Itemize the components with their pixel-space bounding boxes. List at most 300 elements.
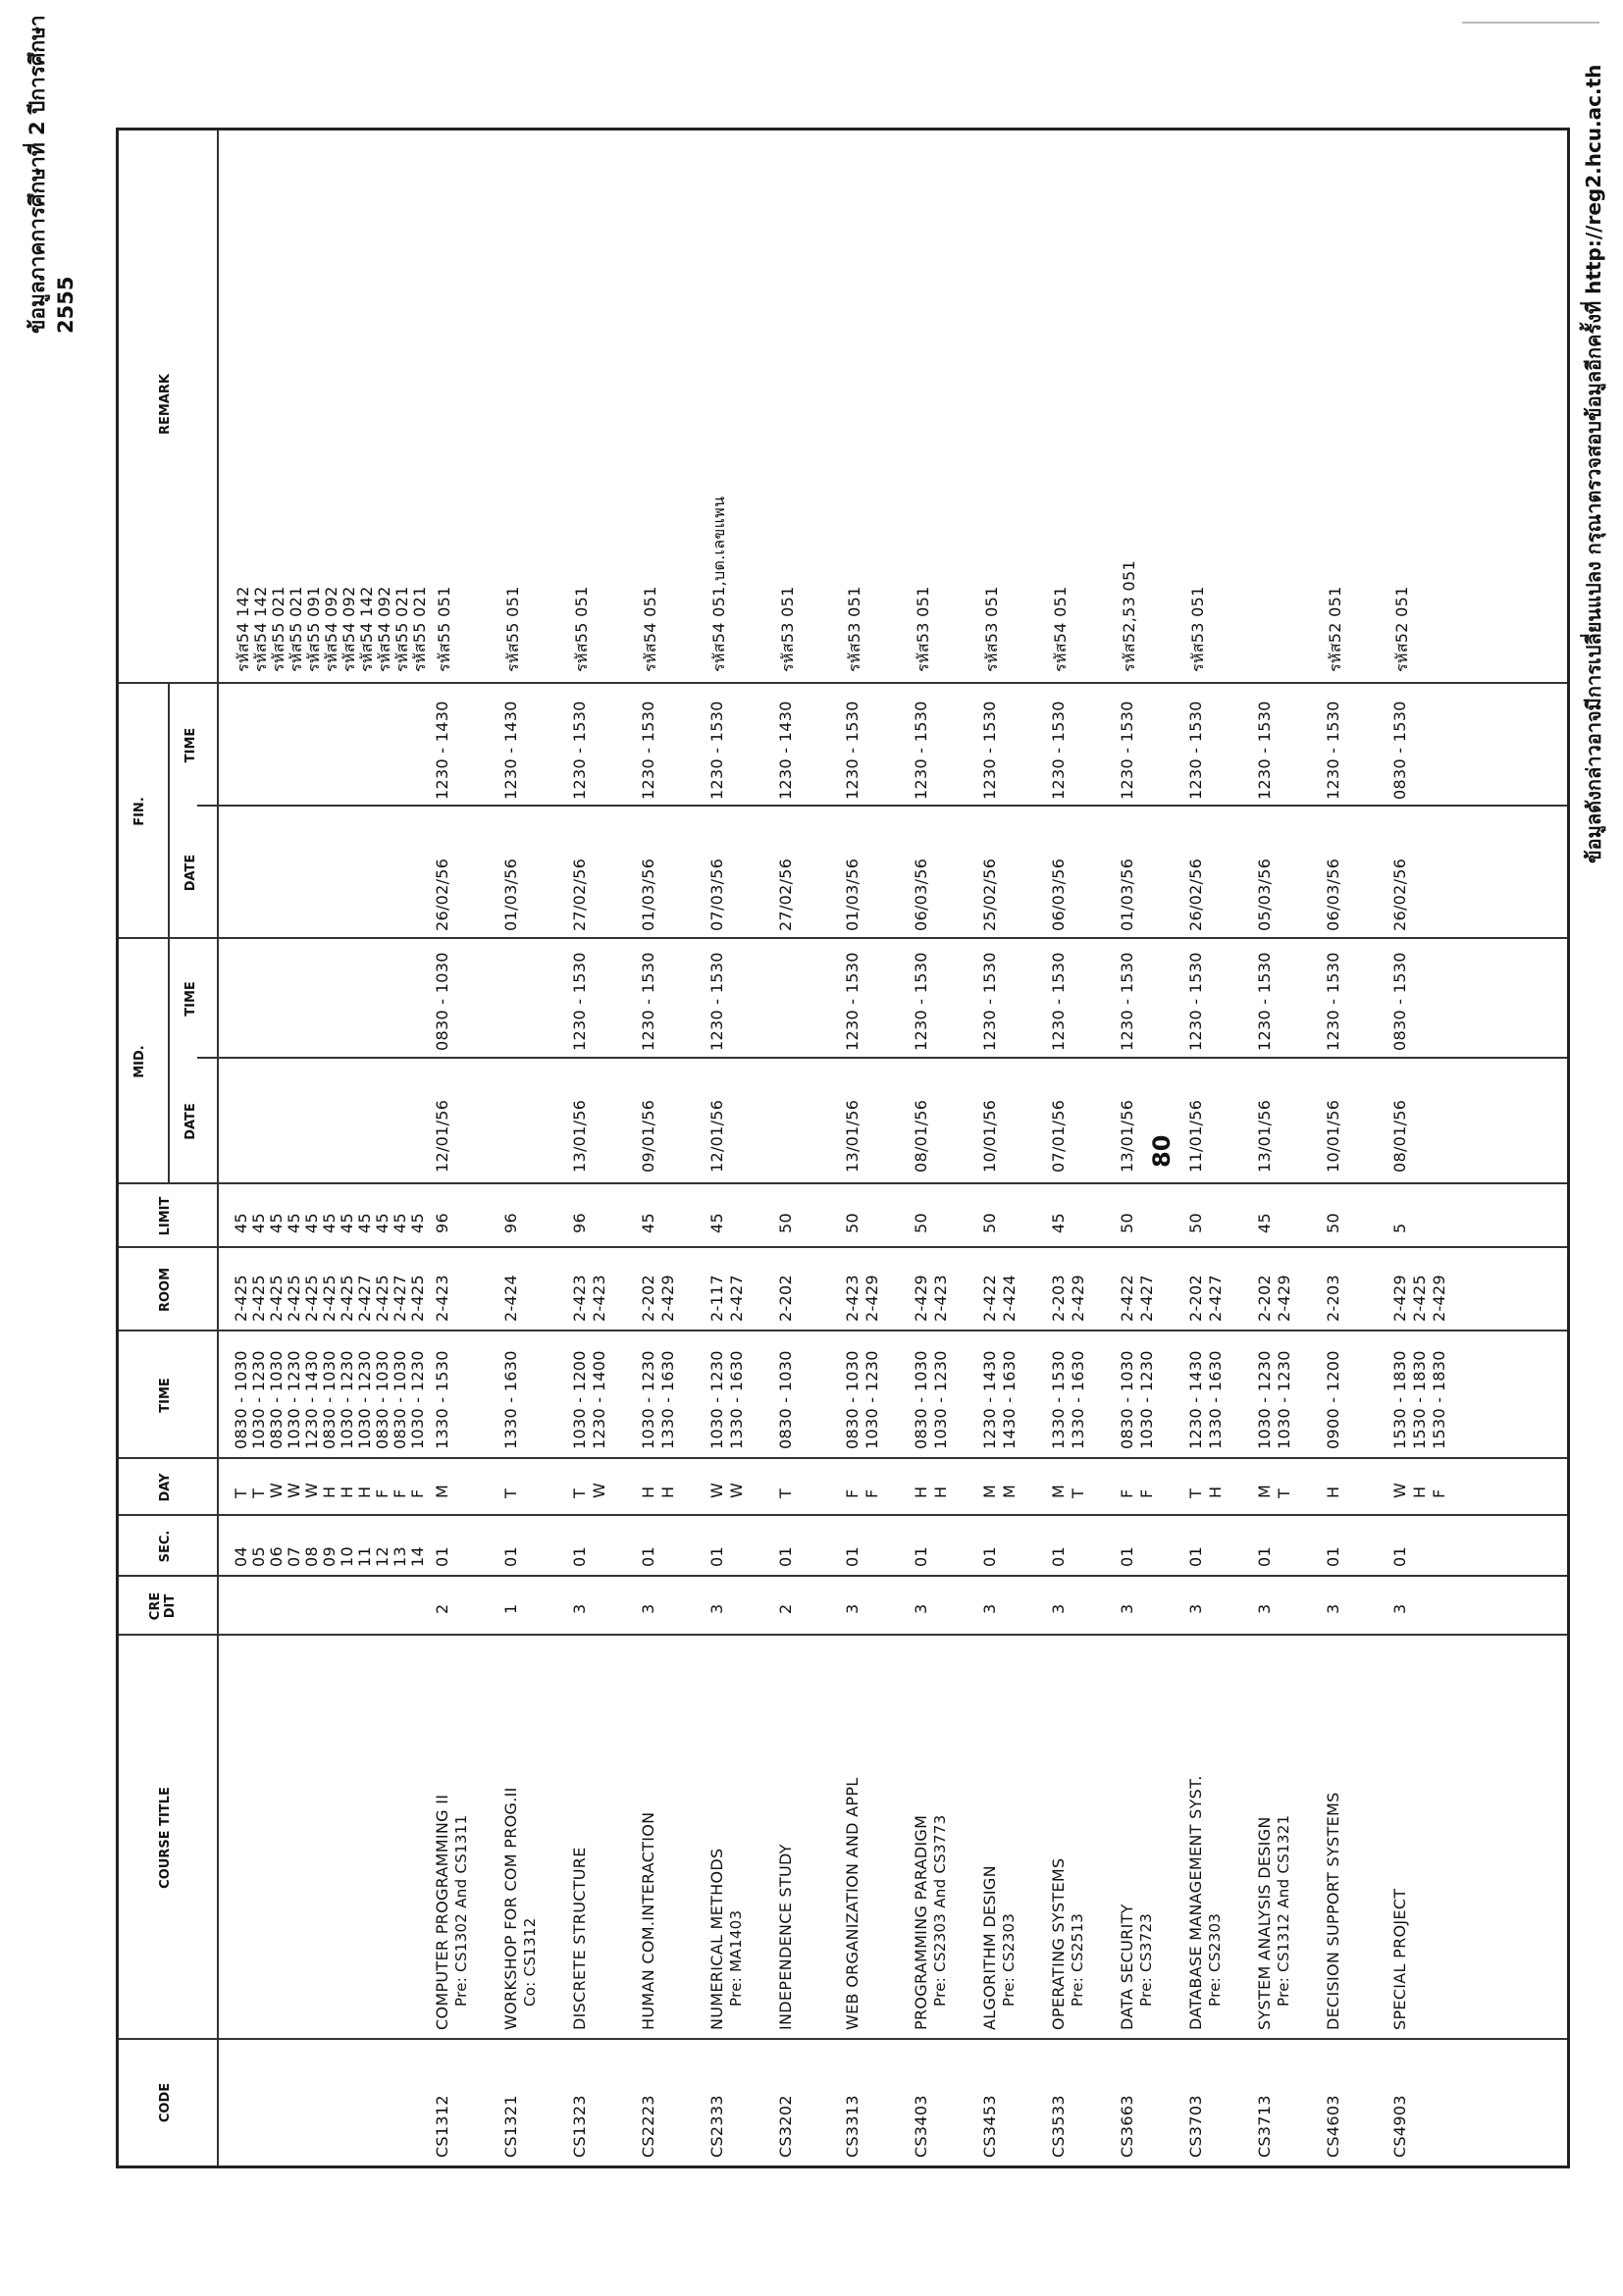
class-time: 1030 - 1230 bbox=[1137, 1350, 1156, 1449]
class-time: 1530 - 1830 bbox=[1410, 1350, 1429, 1449]
course-title: DISCRETE STRUCTURE bbox=[570, 1847, 589, 2030]
class-room: 2-425 bbox=[408, 1275, 427, 1322]
section-number: 06 bbox=[267, 1546, 286, 1567]
remark-text: รหัส55 021 bbox=[269, 586, 288, 672]
midterm-date: 12/01/56 bbox=[433, 1099, 451, 1173]
course-credit: 3 bbox=[707, 1603, 726, 1614]
midterm-time: 1230 - 1530 bbox=[570, 952, 589, 1051]
class-room: 2-423 bbox=[931, 1275, 950, 1322]
class-time: 1030 - 1230 bbox=[931, 1350, 950, 1449]
class-room: 2-423 bbox=[590, 1275, 608, 1322]
course-code: CS3202 bbox=[776, 2095, 795, 2158]
enrollment-limit: 45 bbox=[338, 1213, 356, 1233]
class-time: 1030 - 1230 bbox=[1255, 1350, 1274, 1449]
section-number: 11 bbox=[355, 1546, 374, 1567]
class-time: 1230 - 1400 bbox=[590, 1350, 608, 1449]
course-title: HUMAN COM.INTERACTION bbox=[639, 1811, 657, 2030]
section-number: 01 bbox=[776, 1546, 795, 1567]
midterm-time: 1230 - 1530 bbox=[980, 952, 999, 1051]
course-credit: 2 bbox=[433, 1603, 451, 1614]
class-room: 2-117 bbox=[707, 1275, 726, 1322]
class-day: W bbox=[302, 1482, 321, 1498]
enrollment-limit: 5 bbox=[1390, 1223, 1409, 1233]
class-room: 2-423 bbox=[570, 1275, 589, 1322]
class-room: 2-422 bbox=[1118, 1275, 1136, 1322]
enrollment-limit: 50 bbox=[912, 1213, 930, 1233]
class-time: 1030 - 1230 bbox=[707, 1350, 726, 1449]
final-time: 1230 - 1430 bbox=[501, 701, 520, 800]
class-day: W bbox=[267, 1482, 286, 1498]
class-room: 2-427 bbox=[1206, 1275, 1225, 1322]
class-time: 1230 - 1430 bbox=[302, 1350, 321, 1449]
course-code: CS1321 bbox=[501, 2095, 520, 2158]
remark-text: รหัส55 051 bbox=[435, 586, 453, 672]
remark-text: รหัส54 051,บต.เลขแพน bbox=[709, 496, 728, 672]
class-room: 2-427 bbox=[1137, 1275, 1156, 1322]
course-credit: 3 bbox=[1390, 1603, 1409, 1614]
col-sec: SEC. bbox=[158, 1530, 173, 1563]
course-title: NUMERICAL METHODS bbox=[707, 1848, 726, 2030]
section-number: 04 bbox=[232, 1546, 250, 1567]
section-number: 09 bbox=[320, 1546, 339, 1567]
class-day: T bbox=[776, 1487, 795, 1498]
section-number: 01 bbox=[501, 1546, 520, 1567]
final-date: 01/03/56 bbox=[639, 858, 657, 931]
course-code: CS3313 bbox=[843, 2095, 862, 2158]
class-room: 2-425 bbox=[373, 1275, 392, 1322]
enrollment-limit: 45 bbox=[639, 1213, 657, 1233]
course-code: CS2333 bbox=[707, 2095, 726, 2158]
midterm-time: 1230 - 1530 bbox=[843, 952, 862, 1051]
class-room: 2-202 bbox=[1255, 1275, 1274, 1322]
final-time: 1230 - 1430 bbox=[776, 701, 795, 800]
col-mid-date: DATE bbox=[183, 1103, 198, 1140]
midterm-date: 08/01/56 bbox=[912, 1099, 930, 1173]
course-credit: 1 bbox=[501, 1603, 520, 1614]
final-time: 1230 - 1530 bbox=[980, 701, 999, 800]
remark-text: รหัส53 051 bbox=[1188, 586, 1207, 672]
section-number: 01 bbox=[707, 1546, 726, 1567]
remark-text: รหัส53 051 bbox=[914, 586, 932, 672]
midterm-time: 1230 - 1530 bbox=[912, 952, 930, 1051]
final-date: 26/02/56 bbox=[433, 858, 451, 931]
course-title: DATABASE MANAGEMENT SYST. bbox=[1186, 1775, 1205, 2030]
class-room: 2-429 bbox=[863, 1275, 881, 1322]
class-time: 0830 - 1030 bbox=[232, 1350, 250, 1449]
col-room: ROOM bbox=[158, 1267, 173, 1313]
class-day: H bbox=[658, 1486, 677, 1498]
class-room: 2-425 bbox=[249, 1275, 268, 1322]
course-credit: 3 bbox=[1049, 1603, 1068, 1614]
course-credit: 3 bbox=[1255, 1603, 1274, 1614]
class-day: H bbox=[639, 1486, 657, 1498]
course-table bbox=[116, 128, 1570, 2168]
class-time: 1030 - 1230 bbox=[639, 1350, 657, 1449]
course-title: OPERATING SYSTEMS bbox=[1049, 1857, 1068, 2030]
remark-text: รหัส53 051 bbox=[982, 586, 1001, 672]
remark-text: รหัส54 051 bbox=[1051, 586, 1070, 672]
class-time: 0830 - 1030 bbox=[320, 1350, 339, 1449]
class-time: 1530 - 1830 bbox=[1390, 1350, 1409, 1449]
midterm-time: 1230 - 1530 bbox=[1118, 952, 1136, 1051]
midterm-date: 13/01/56 bbox=[843, 1099, 862, 1173]
class-time: 1530 - 1830 bbox=[1430, 1350, 1448, 1449]
remark-text: รหัส54 142 bbox=[251, 586, 270, 672]
class-room: 2-425 bbox=[232, 1275, 250, 1322]
class-time: 1030 - 1230 bbox=[338, 1350, 356, 1449]
final-date: 27/02/56 bbox=[776, 858, 795, 931]
remark-text: รหัส53 051 bbox=[845, 586, 864, 672]
midterm-time: 1230 - 1530 bbox=[1049, 952, 1068, 1051]
class-time: 1330 - 1630 bbox=[658, 1350, 677, 1449]
class-room: 2-427 bbox=[727, 1275, 746, 1322]
course-credit: 3 bbox=[1118, 1603, 1136, 1614]
class-day: T bbox=[1186, 1487, 1205, 1498]
class-time: 1030 - 1230 bbox=[355, 1350, 374, 1449]
course-title: PROGRAMMING PARADIGM bbox=[912, 1814, 930, 2030]
class-room: 2-429 bbox=[1069, 1275, 1087, 1322]
class-time: 1030 - 1230 bbox=[285, 1350, 303, 1449]
class-time: 0830 - 1030 bbox=[391, 1350, 409, 1449]
class-day: T bbox=[232, 1487, 250, 1498]
remark-text: รหัส53 051 bbox=[778, 586, 797, 672]
enrollment-limit: 96 bbox=[570, 1213, 589, 1233]
class-room: 2-202 bbox=[776, 1275, 795, 1322]
enrollment-limit: 50 bbox=[1186, 1213, 1205, 1233]
class-day: F bbox=[391, 1488, 409, 1498]
final-time: 0830 - 1530 bbox=[1390, 701, 1409, 800]
col-time: TIME bbox=[158, 1378, 173, 1413]
section-number: 01 bbox=[1186, 1546, 1205, 1567]
section-number: 12 bbox=[373, 1546, 392, 1567]
class-time: 1330 - 1630 bbox=[727, 1350, 746, 1449]
class-day: W bbox=[590, 1482, 608, 1498]
class-day: T bbox=[570, 1487, 589, 1498]
class-room: 2-429 bbox=[912, 1275, 930, 1322]
section-number: 05 bbox=[249, 1546, 268, 1567]
class-room: 2-425 bbox=[285, 1275, 303, 1322]
course-prerequisite: Pre: CS2513 bbox=[1069, 1912, 1086, 2007]
class-room: 2-423 bbox=[843, 1275, 862, 1322]
course-credit: 3 bbox=[1324, 1603, 1342, 1614]
remark-text: รหัส52 051 bbox=[1392, 586, 1411, 672]
course-prerequisite: Pre: CS2303 bbox=[1206, 1912, 1224, 2007]
course-code: CS3533 bbox=[1049, 2095, 1068, 2158]
class-day: H bbox=[912, 1486, 930, 1498]
midterm-time: 0830 - 1030 bbox=[433, 952, 451, 1051]
midterm-date: 12/01/56 bbox=[707, 1099, 726, 1173]
midterm-date: 13/01/56 bbox=[570, 1099, 589, 1173]
col-remark: REMARK bbox=[158, 374, 173, 435]
enrollment-limit: 96 bbox=[433, 1213, 451, 1233]
final-date: 25/02/56 bbox=[980, 858, 999, 931]
course-title: ALGORITHM DESIGN bbox=[980, 1865, 999, 2030]
class-room: 2-203 bbox=[1324, 1275, 1342, 1322]
class-time: 1330 - 1630 bbox=[1069, 1350, 1087, 1449]
midterm-time: 1230 - 1530 bbox=[1186, 952, 1205, 1051]
final-time: 1230 - 1530 bbox=[843, 701, 862, 800]
final-date: 26/02/56 bbox=[1186, 858, 1205, 931]
col-credit: CRE DIT bbox=[148, 1592, 178, 1621]
final-time: 1230 - 1530 bbox=[1049, 701, 1068, 800]
class-day: F bbox=[1118, 1488, 1136, 1498]
class-time: 1230 - 1430 bbox=[980, 1350, 999, 1449]
course-title: SYSTEM ANALYSIS DESIGN bbox=[1255, 1816, 1274, 2030]
class-room: 2-429 bbox=[1275, 1275, 1293, 1322]
final-time: 1230 - 1530 bbox=[1186, 701, 1205, 800]
class-room: 2-425 bbox=[302, 1275, 321, 1322]
course-prerequisite: Pre: MA1403 bbox=[727, 1909, 745, 2007]
course-prerequisite: Pre: CS1302 And CS1311 bbox=[452, 1814, 470, 2007]
final-time: 1230 - 1530 bbox=[1324, 701, 1342, 800]
class-room: 2-427 bbox=[355, 1275, 374, 1322]
section-number: 01 bbox=[433, 1546, 451, 1567]
class-day: T bbox=[1275, 1487, 1293, 1498]
course-credit: 2 bbox=[776, 1603, 795, 1614]
class-day: T bbox=[501, 1487, 520, 1498]
enrollment-limit: 45 bbox=[249, 1213, 268, 1233]
course-credit: 3 bbox=[980, 1603, 999, 1614]
final-date: 01/03/56 bbox=[1118, 858, 1136, 931]
enrollment-limit: 50 bbox=[1118, 1213, 1136, 1233]
enrollment-limit: 45 bbox=[373, 1213, 392, 1233]
class-time: 1030 - 1230 bbox=[408, 1350, 427, 1449]
course-prerequisite: Pre: CS2303 bbox=[1000, 1912, 1018, 2007]
section-number: 01 bbox=[912, 1546, 930, 1567]
class-room: 2-203 bbox=[1049, 1275, 1068, 1322]
course-title: WEB ORGANIZATION AND APPL bbox=[843, 1777, 862, 2030]
enrollment-limit: 45 bbox=[1049, 1213, 1068, 1233]
class-day: M bbox=[1000, 1484, 1019, 1498]
class-day: W bbox=[707, 1482, 726, 1498]
class-day: M bbox=[433, 1484, 451, 1498]
col-code: CODE bbox=[158, 2082, 173, 2123]
course-credit: 3 bbox=[843, 1603, 862, 1614]
remark-text: รหัส54 142 bbox=[234, 586, 252, 672]
class-room: 2-424 bbox=[1000, 1275, 1019, 1322]
class-day: F bbox=[863, 1488, 881, 1498]
class-room: 2-423 bbox=[433, 1275, 451, 1322]
section-number: 01 bbox=[1049, 1546, 1068, 1567]
course-title: INDEPENDENCE STUDY bbox=[776, 1844, 795, 2030]
class-day: T bbox=[249, 1487, 268, 1498]
final-date: 06/03/56 bbox=[912, 858, 930, 931]
class-day: T bbox=[1069, 1487, 1087, 1498]
class-day: F bbox=[408, 1488, 427, 1498]
class-room: 2-427 bbox=[391, 1275, 409, 1322]
class-room: 2-425 bbox=[267, 1275, 286, 1322]
course-prerequisite: Pre: CS3723 bbox=[1137, 1912, 1155, 2007]
remark-text: รหัส55 091 bbox=[304, 586, 323, 672]
section-number: 01 bbox=[1118, 1546, 1136, 1567]
class-day: H bbox=[1206, 1486, 1225, 1498]
page-number: 80 bbox=[1148, 1134, 1176, 1168]
enrollment-limit: 45 bbox=[320, 1213, 339, 1233]
course-credit: 3 bbox=[912, 1603, 930, 1614]
enrollment-limit: 45 bbox=[285, 1213, 303, 1233]
course-code: CS2223 bbox=[639, 2095, 657, 2158]
course-code: CS3663 bbox=[1118, 2095, 1136, 2158]
class-time: 1030 - 1200 bbox=[570, 1350, 589, 1449]
class-day: H bbox=[355, 1486, 374, 1498]
midterm-time: 1230 - 1530 bbox=[1255, 952, 1274, 1051]
final-time: 1230 - 1430 bbox=[433, 701, 451, 800]
section-number: 08 bbox=[302, 1546, 321, 1567]
col-fin-date: DATE bbox=[183, 854, 198, 892]
remark-text: รหัส52,53 051 bbox=[1120, 560, 1138, 672]
class-room: 2-425 bbox=[338, 1275, 356, 1322]
midterm-date: 13/01/56 bbox=[1118, 1099, 1136, 1173]
class-day: F bbox=[843, 1488, 862, 1498]
course-credit: 3 bbox=[570, 1603, 589, 1614]
remark-text: รหัส55 021 bbox=[393, 586, 411, 672]
enrollment-limit: 45 bbox=[302, 1213, 321, 1233]
course-code: CS1312 bbox=[433, 2095, 451, 2158]
class-time: 0900 - 1200 bbox=[1324, 1350, 1342, 1449]
midterm-date: 11/01/56 bbox=[1186, 1099, 1205, 1173]
midterm-date: 10/01/56 bbox=[1324, 1099, 1342, 1173]
remark-text: รหัส55 051 bbox=[572, 586, 591, 672]
course-prerequisite: Pre: CS1312 And CS1321 bbox=[1275, 1814, 1292, 2007]
class-room: 2-429 bbox=[1390, 1275, 1409, 1322]
remark-text: รหัส54 092 bbox=[375, 586, 393, 672]
class-time: 0830 - 1030 bbox=[267, 1350, 286, 1449]
section-number: 01 bbox=[1324, 1546, 1342, 1567]
remark-text: รหัส55 051 bbox=[503, 586, 522, 672]
class-time: 1330 - 1630 bbox=[1206, 1350, 1225, 1449]
section-number: 01 bbox=[980, 1546, 999, 1567]
final-date: 27/02/56 bbox=[570, 858, 589, 931]
section-number: 01 bbox=[1390, 1546, 1409, 1567]
class-room: 2-429 bbox=[658, 1275, 677, 1322]
final-date: 01/03/56 bbox=[843, 858, 862, 931]
course-code: CS3703 bbox=[1186, 2095, 1205, 2158]
enrollment-limit: 45 bbox=[232, 1213, 250, 1233]
section-number: 07 bbox=[285, 1546, 303, 1567]
remark-text: รหัส54 051 bbox=[641, 586, 659, 672]
enrollment-limit: 50 bbox=[980, 1213, 999, 1233]
class-day: H bbox=[338, 1486, 356, 1498]
remark-text: รหัส54 092 bbox=[322, 586, 340, 672]
final-time: 1230 - 1530 bbox=[912, 701, 930, 800]
section-number: 01 bbox=[639, 1546, 657, 1567]
course-code: CS4603 bbox=[1324, 2095, 1342, 2158]
class-time: 1030 - 1230 bbox=[863, 1350, 881, 1449]
remark-text: รหัส55 021 bbox=[287, 586, 305, 672]
remark-text: รหัส54 142 bbox=[357, 586, 376, 672]
section-number: 13 bbox=[391, 1546, 409, 1567]
midterm-date: 08/01/56 bbox=[1390, 1099, 1409, 1173]
class-time: 0830 - 1030 bbox=[776, 1350, 795, 1449]
class-time: 1030 - 1230 bbox=[1275, 1350, 1293, 1449]
col-mid: MID. bbox=[132, 1045, 147, 1078]
class-room: 2-424 bbox=[501, 1275, 520, 1322]
enrollment-limit: 45 bbox=[391, 1213, 409, 1233]
class-time: 1330 - 1530 bbox=[433, 1350, 451, 1449]
final-time: 1230 - 1530 bbox=[1118, 701, 1136, 800]
class-day: F bbox=[1430, 1488, 1448, 1498]
enrollment-limit: 45 bbox=[707, 1213, 726, 1233]
section-number: 01 bbox=[1255, 1546, 1274, 1567]
class-room: 2-202 bbox=[639, 1275, 657, 1322]
enrollment-limit: 45 bbox=[355, 1213, 374, 1233]
col-limit: LIMIT bbox=[158, 1196, 173, 1236]
section-number: 14 bbox=[408, 1546, 427, 1567]
class-room: 2-422 bbox=[980, 1275, 999, 1322]
class-day: M bbox=[1255, 1484, 1274, 1498]
midterm-date: 07/01/56 bbox=[1049, 1099, 1068, 1173]
class-time: 1330 - 1530 bbox=[1049, 1350, 1068, 1449]
class-room: 2-425 bbox=[320, 1275, 339, 1322]
class-day: W bbox=[285, 1482, 303, 1498]
midterm-date: 09/01/56 bbox=[639, 1099, 657, 1173]
midterm-date: 10/01/56 bbox=[980, 1099, 999, 1173]
midterm-date: 13/01/56 bbox=[1255, 1099, 1274, 1173]
class-time: 1330 - 1630 bbox=[501, 1350, 520, 1449]
remark-text: รหัส52 051 bbox=[1326, 586, 1344, 672]
final-date: 06/03/56 bbox=[1324, 858, 1342, 931]
course-prerequisite: Pre: CS2303 And CS3773 bbox=[931, 1814, 949, 2007]
class-day: F bbox=[1137, 1488, 1156, 1498]
col-day: DAY bbox=[158, 1473, 173, 1502]
enrollment-limit: 50 bbox=[843, 1213, 862, 1233]
course-code: CS1323 bbox=[570, 2095, 589, 2158]
enrollment-limit: 50 bbox=[776, 1213, 795, 1233]
remark-text: รหัส55 021 bbox=[410, 586, 429, 672]
class-day: W bbox=[727, 1482, 746, 1498]
course-code: CS3403 bbox=[912, 2095, 930, 2158]
course-prerequisite: Co: CS1312 bbox=[521, 1917, 539, 2007]
course-title: DECISION SUPPORT SYSTEMS bbox=[1324, 1792, 1342, 2030]
footer-note: ข้อมูลดังกล่าวอาจมีการเปลี่ยนแปลง กรุณาตรวจสอบข้อมูลอีกครั้งที่ http://reg2.hcu.ac.th bbox=[1582, 64, 1605, 863]
final-time: 1230 - 1530 bbox=[570, 701, 589, 800]
midterm-time: 0830 - 1530 bbox=[1390, 952, 1409, 1051]
final-date: 06/03/56 bbox=[1049, 858, 1068, 931]
enrollment-limit: 50 bbox=[1324, 1213, 1342, 1233]
col-fin-time: TIME bbox=[183, 727, 198, 763]
semester-header: ข้อมูลภาคการศึกษาที่ 2 ปีการศึกษา 2555 bbox=[26, 15, 78, 334]
class-day: M bbox=[980, 1484, 999, 1498]
course-title: SPECIAL PROJECT bbox=[1390, 1888, 1409, 2030]
class-time: 0830 - 1030 bbox=[373, 1350, 392, 1449]
class-time: 1230 - 1430 bbox=[1186, 1350, 1205, 1449]
course-title: COMPUTER PROGRAMMING II bbox=[433, 1794, 451, 2030]
col-course-title: COURSE TITLE bbox=[158, 1787, 173, 1889]
final-time: 1230 - 1530 bbox=[639, 701, 657, 800]
enrollment-limit: 96 bbox=[501, 1213, 520, 1233]
final-time: 1230 - 1530 bbox=[707, 701, 726, 800]
class-day: H bbox=[320, 1486, 339, 1498]
class-room: 2-429 bbox=[1430, 1275, 1448, 1322]
class-day: M bbox=[1049, 1484, 1068, 1498]
course-credit: 3 bbox=[639, 1603, 657, 1614]
course-title: DATA SECURITY bbox=[1118, 1904, 1136, 2030]
course-code: CS4903 bbox=[1390, 2095, 1409, 2158]
class-time: 1430 - 1630 bbox=[1000, 1350, 1019, 1449]
course-code: CS3713 bbox=[1255, 2095, 1274, 2158]
section-number: 01 bbox=[570, 1546, 589, 1567]
class-room: 2-202 bbox=[1186, 1275, 1205, 1322]
col-mid-time: TIME bbox=[183, 981, 198, 1017]
class-day: F bbox=[373, 1488, 392, 1498]
class-time: 0830 - 1030 bbox=[912, 1350, 930, 1449]
section-number: 10 bbox=[338, 1546, 356, 1567]
midterm-time: 1230 - 1530 bbox=[639, 952, 657, 1051]
midterm-time: 1230 - 1530 bbox=[707, 952, 726, 1051]
class-day: H bbox=[1324, 1486, 1342, 1498]
section-number: 01 bbox=[843, 1546, 862, 1567]
col-fin: FIN. bbox=[132, 797, 147, 826]
